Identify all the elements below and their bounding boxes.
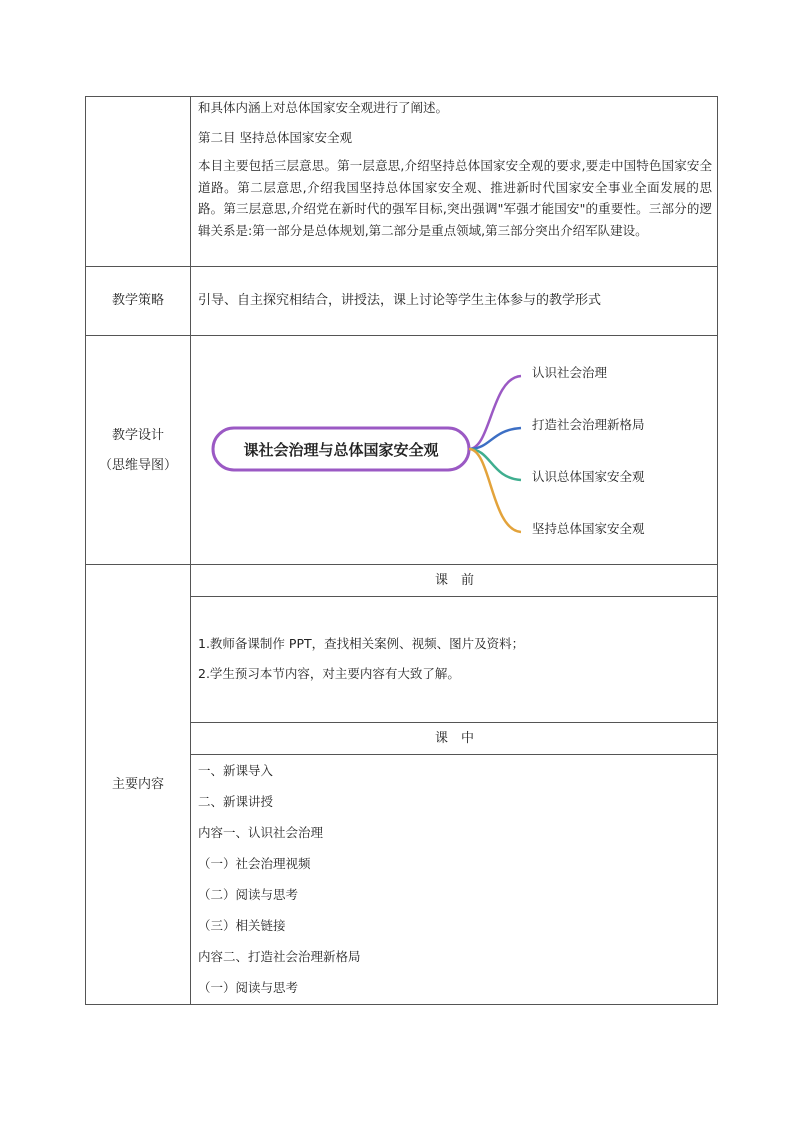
strategy-content: 引导、自主探究相结合，讲授法，课上讨论等学生主体参与的教学形式	[198, 293, 602, 308]
during-item: （一）阅读与思考	[198, 980, 299, 995]
strategy-label: 教学策略	[111, 293, 164, 308]
row-divider	[85, 266, 718, 267]
during-item: （三）相关链接	[198, 918, 286, 933]
during-item: （一）社会治理视频	[198, 856, 311, 871]
section-heading: 第二目 坚持总体国家安全观	[198, 130, 352, 145]
row-divider	[190, 754, 718, 755]
main-content-label: 主要内容	[111, 777, 164, 792]
mind-map-branch-4: 坚持总体国家安全观	[532, 521, 645, 536]
during-item: 一、新课导入	[198, 763, 274, 778]
during-class-header: 课 中	[434, 731, 474, 746]
mind-map-branch-line	[469, 449, 521, 532]
mind-map-center-text: 课社会治理与总体国家安全观	[243, 441, 439, 459]
design-label: 教学设计	[111, 428, 164, 443]
mind-map-branch-3: 认识总体国家安全观	[532, 469, 645, 484]
row-divider	[85, 564, 718, 565]
during-item: 内容二、打造社会治理新格局	[198, 949, 361, 964]
intro-line-1: 和具体内涵上对总体国家安全观进行了阐述。	[198, 100, 449, 115]
mind-map-branch-2: 打造社会治理新格局	[532, 417, 645, 432]
during-item: 内容一、认识社会治理	[198, 825, 324, 840]
intro-paragraph: 本目主要包括三层意思。第一层意思,介绍坚持总体国家安全观的要求,要走中国特色国家安全道路。第二层意思,介绍我国坚持总体国家安全观、推进新时代国家安全事业全面发展的思路。第三层意思,介绍党在新时代的强军目标,突出强调"军强才能国安"的重要性。三部分的逻辑关系是:第一部分是总体规划,第二部分是重点领域,第三部分突出介绍军队建设。	[198, 158, 712, 238]
before-item-2: 2.学生预习本节内容，对主要内容有大致了解。	[198, 666, 460, 681]
before-class-header: 课 前	[434, 573, 474, 588]
before-item-1: 1.教师备课制作 PPT，查找相关案例、视频、图片及资料；	[198, 636, 525, 651]
mind-map-branch-1: 认识社会治理	[532, 365, 608, 380]
mind-map	[191, 336, 717, 564]
design-sublabel: （思维导图）	[98, 458, 177, 473]
row-divider	[190, 596, 718, 597]
during-item: （二）阅读与思考	[198, 887, 299, 902]
during-item: 二、新课讲授	[198, 794, 274, 809]
row-divider	[190, 722, 718, 723]
